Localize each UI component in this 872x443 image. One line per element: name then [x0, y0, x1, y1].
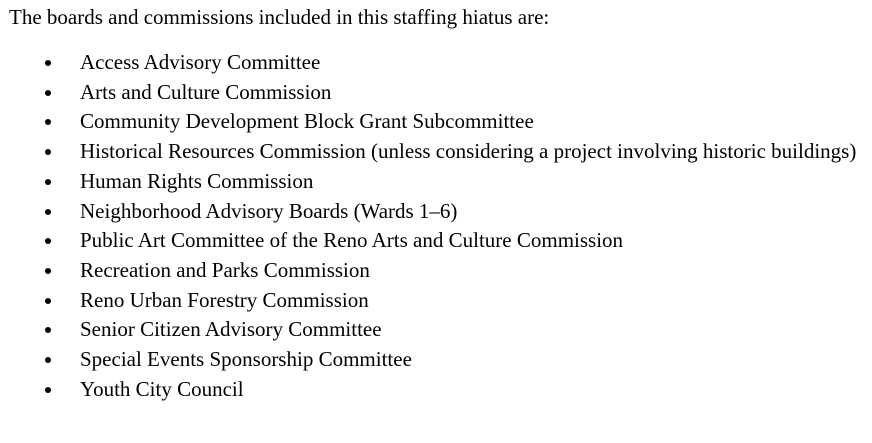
bullet-icon [45, 298, 51, 304]
bullet-icon [45, 238, 51, 244]
list-item-text: Community Development Block Grant Subcommittee [80, 109, 534, 134]
list-item-text: Reno Urban Forestry Commission [80, 287, 369, 312]
bullet-icon [45, 268, 51, 274]
list-item-text: Access Advisory Committee [80, 50, 321, 74]
bullet-icon [45, 60, 51, 66]
list-item [0, 315, 872, 345]
list-item-text: Recreation and Parks Commission [80, 257, 370, 282]
list-item [0, 375, 872, 405]
list-item [0, 78, 872, 108]
list-item [0, 345, 872, 375]
list-item-text: Neighborhood Advisory Boards (Wards 1–6) [80, 198, 458, 223]
list-item [0, 286, 872, 316]
bullet-icon [45, 209, 51, 215]
list-item [0, 256, 872, 286]
list-item-text: Arts and Culture Commission [80, 79, 332, 104]
list-item [0, 197, 872, 227]
list-item [0, 107, 872, 137]
list-item [0, 167, 872, 197]
list-item-text: Historical Resources Commission (unless considering a project involving historic buildings) [80, 139, 857, 164]
bullet-list [0, 48, 872, 404]
list-item-text: Youth City Council [80, 376, 244, 401]
list-item [0, 137, 870, 167]
bullet-icon [45, 327, 51, 333]
bullet-icon [45, 357, 51, 363]
bullet-icon [45, 119, 51, 125]
list-item-text: Public Art Committee of the Reno Arts and Culture Commission [80, 228, 624, 253]
bullet-icon [45, 387, 51, 393]
list-item-text: Senior Citizen Advisory Committee [80, 317, 382, 342]
bullet-icon [45, 90, 51, 96]
bullet-icon [45, 149, 51, 155]
list-item [0, 226, 872, 256]
list-item-text: Special Events Sponsorship Committee [80, 347, 412, 372]
list-item-text: Human Rights Commission [80, 168, 314, 193]
bullet-icon [45, 179, 51, 185]
list-item [0, 48, 872, 78]
intro-paragraph: The boards and commissions included in this staffing hiatus are: [9, 5, 550, 29]
